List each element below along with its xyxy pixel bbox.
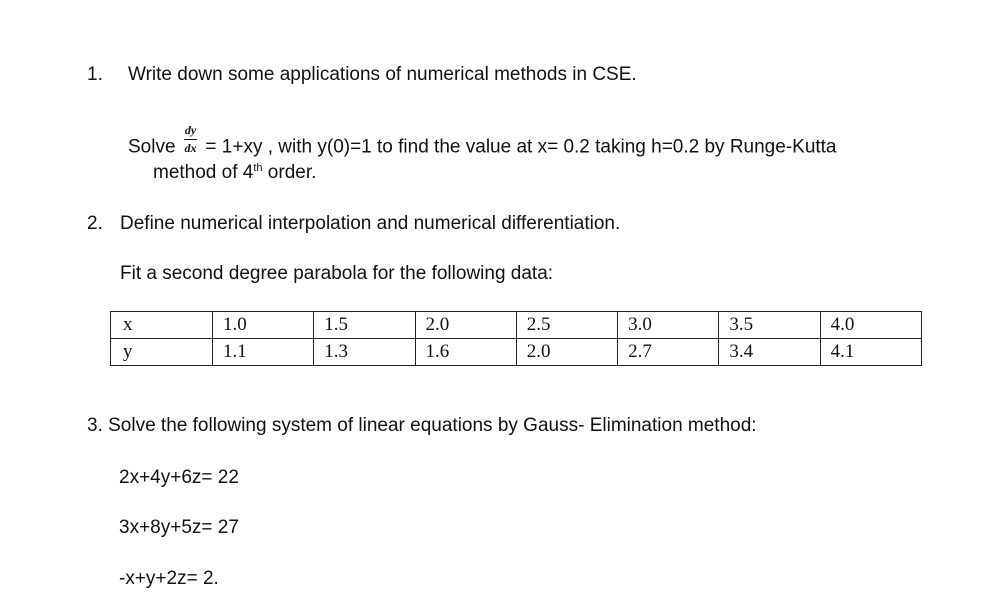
q1-number: 1.: [87, 64, 103, 85]
table-row-y: [111, 339, 922, 366]
q1-sub-line1: [128, 123, 837, 163]
equation-1: 2x+4y+6z= 22: [119, 467, 239, 488]
q2-sub: Fit a second degree parabola for the following data:: [120, 263, 554, 284]
equation-2: 3x+8y+5z= 27: [119, 517, 239, 538]
table-cell: 3.5: [719, 312, 820, 339]
q1-sub-line2: [153, 162, 316, 184]
x-row-label: x: [111, 312, 213, 339]
table-cell: 3.4: [719, 339, 820, 366]
table-cell: 3.0: [618, 312, 719, 339]
table-cell: 1.0: [212, 312, 313, 339]
table-cell: 2.7: [618, 339, 719, 366]
equation-3: -x+y+2z= 2.: [119, 568, 219, 589]
table-cell: 2.5: [516, 312, 617, 339]
table-cell: 4.0: [820, 312, 921, 339]
q1-text: Write down some applications of numerical methods in CSE.: [128, 64, 637, 85]
table-cell: 1.1: [212, 339, 313, 366]
q1-line2-pre: method of 4: [153, 162, 254, 183]
fraction-numerator: dy: [184, 124, 197, 140]
table-cell: 2.0: [516, 339, 617, 366]
table-cell: 4.1: [820, 339, 921, 366]
table-cell: 1.5: [314, 312, 415, 339]
table-row-x: [111, 312, 922, 339]
q1-sub-rest: = 1+xy , with y(0)=1 to find the value at x= 0.2 taking h=0.2 by Runge-Kutta: [205, 136, 837, 158]
table-cell: 1.6: [415, 339, 516, 366]
table-cell: 1.3: [314, 339, 415, 366]
q1-line2-sup: th: [253, 162, 263, 174]
dy-dx-fraction: [184, 124, 197, 155]
y-row-label: y: [111, 339, 213, 366]
q2-number: 2.: [87, 213, 103, 234]
q3-text: 3. Solve the following system of linear equations by Gauss- Elimination method:: [87, 415, 757, 436]
data-table: [110, 311, 922, 366]
fraction-denominator: dx: [184, 141, 197, 155]
q2-text: Define numerical interpolation and numerical differentiation.: [120, 213, 621, 234]
q1-sub-lead: Solve: [128, 136, 176, 158]
q1-line2-post: order.: [262, 162, 317, 183]
table-cell: 2.0: [415, 312, 516, 339]
